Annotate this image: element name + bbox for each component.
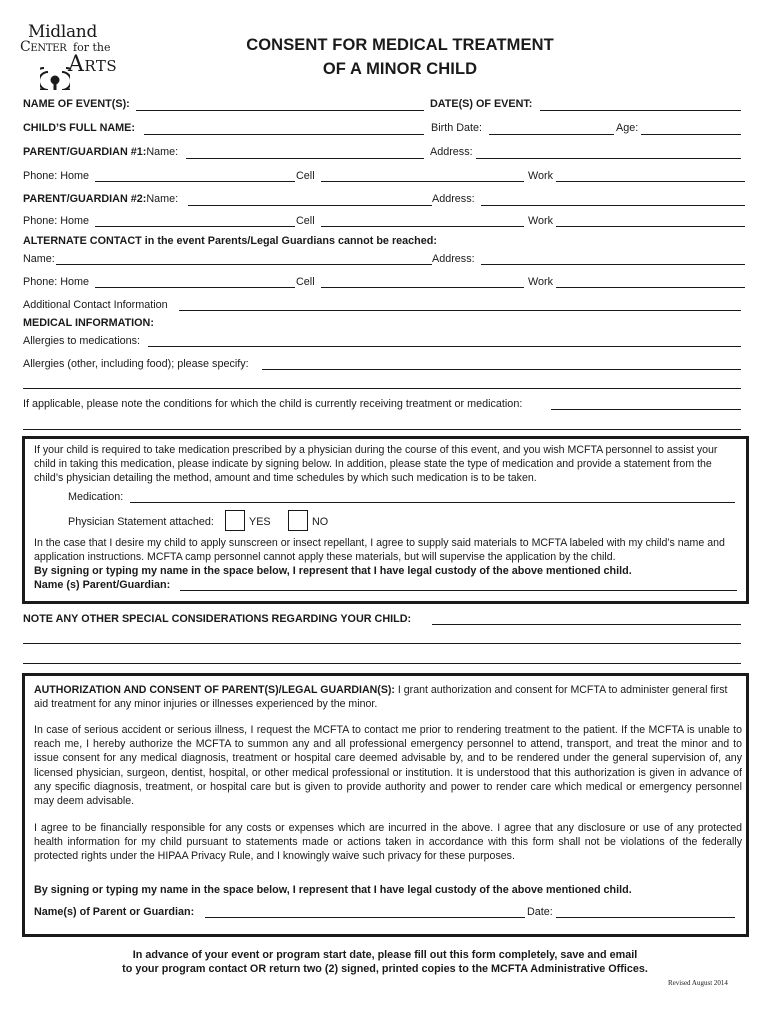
event-name-field[interactable] [136,110,424,111]
alternate-address-label: Address: [432,253,475,265]
guardian1-cell-label: Cell [296,170,315,182]
age-label: Age: [616,122,639,134]
guardian1-work-label: Work [528,170,553,182]
guardian1-cell-field[interactable] [321,181,524,182]
alternate-address-field[interactable] [481,264,745,265]
allergies-other-label: Allergies (other, including food); please specify: [23,358,249,370]
birth-date-field[interactable] [489,134,614,135]
footer-instructions-line1: In advance of your event or program start date, please fill out this form completely, save and email [132,949,638,961]
authorization-guardian-name-field[interactable] [205,917,525,918]
birth-date-label: Birth Date: [431,122,483,134]
guardian2-name-field[interactable] [188,205,432,206]
medical-info-heading: MEDICAL INFORMATION: [23,317,154,329]
logo-text-for-the: for the [73,41,111,54]
child-name-field[interactable] [144,134,424,135]
guardian2-phone-home-label: Phone: Home [23,215,90,227]
authorization-date-label: Date: [527,906,553,918]
conditions-field[interactable] [551,409,741,410]
guardian1-name-text: Name: [146,146,179,158]
alternate-name-label: Name: [23,253,55,265]
authorization-paragraph-2: In case of serious accident or serious illness, I request the MCFTA to contact me prior to rendering treatment to the patient. If the MCFTA is unable to reach me, I hereby authorize the MCFTA to summon any and all professional emergency personnel to attend, transport, and treat the minor and to issue consent for any medical diagnosis, treatment or hospital care deemed advisable by, and to be rendered under the general supervision of, any licensed physician, surgeon, dentist, hospital, or other medical professional or institution. It is understood that this authorization is given in advance of any specific diagnosis, treatment, or hospital care but is given to provide authority and power to render care which medical or emergency personnel may deem advisable. [34,724,742,808]
medication-field[interactable] [130,502,735,503]
guardian2-cell-label: Cell [296,215,315,227]
event-date-field[interactable] [540,110,741,111]
alternate-phone-home-label: Phone: Home [23,276,90,288]
medication-label: Medication: [68,491,124,503]
guardian1-address-label: Address: [430,146,473,158]
alternate-contact-heading: ALTERNATE CONTACT in the event Parents/Legal Guardians cannot be reached: [23,235,437,247]
physician-no-label: NO [312,516,329,528]
guardian2-name-text: Name: [146,193,179,205]
event-name-label: NAME OF EVENT(S): [23,98,130,110]
alternate-cell-label: Cell [296,276,315,288]
physician-no-checkbox[interactable] [288,510,308,531]
logo-text-arts: Arts [68,52,118,77]
logo [20,22,140,92]
guardian2-work-field[interactable] [556,226,745,227]
guardian2-cell-field[interactable] [321,226,524,227]
guardian2-address-label: Address: [432,193,475,205]
guardian2-address-field[interactable] [481,205,745,206]
physician-yes-checkbox[interactable] [225,510,245,531]
event-date-label: DATE(S) OF EVENT: [430,98,533,110]
additional-contact-field[interactable] [179,310,741,311]
guardian2-name-label [23,193,178,205]
medication-intro-text: If your child is required to take medication prescribed by a physician during the course of this event, and you wish MCFTA personnel to assist your child in taking this medication, please indicate by signing below. In addition, please state the type of medication and provide a statement from the child’s physician detailing the method, amount and time schedules by which such medication is to be taken. [34,444,718,485]
alternate-work-label: Work [528,276,553,288]
authorization-date-field[interactable] [556,917,735,918]
medication-signing-text: By signing or typing my name in the space below, I represent that I have legal custody of the above mentioned child. [34,565,632,577]
authorization-guardian-name-label: Name(s) of Parent or Guardian: [34,906,195,918]
guardian1-name-field[interactable] [186,158,424,159]
authorization-intro [34,683,742,711]
guardian1-address-field[interactable] [476,158,741,159]
authorization-intro-text: I grant authorization and consent for MCFTA to administer general first aid treatment for any minor injuries or illnesses experienced by the minor. [34,684,728,711]
page-title-line2: OF A MINOR CHILD [322,60,478,78]
special-considerations-field-line3[interactable] [23,663,741,664]
alternate-name-field[interactable] [56,264,432,265]
alternate-cell-field[interactable] [321,287,524,288]
physician-statement-label: Physician Statement attached: [68,516,214,528]
guardian1-work-field[interactable] [556,181,745,182]
authorization-signing-text: By signing or typing my name in the space below, I represent that I have legal custody of the above mentioned child. [34,884,632,896]
special-considerations-field-line2[interactable] [23,643,741,644]
guardian2-label: PARENT/GUARDIAN #2: [23,193,147,205]
authorization-heading: AUTHORIZATION AND CONSENT OF PARENT(S)/LEGAL GUARDIAN(S): [34,684,395,696]
logo-text-center: Center [20,39,67,55]
conditions-field-line2[interactable] [23,429,741,430]
medication-guardian-name-field[interactable] [180,590,737,591]
logo-text-midland: Midland [28,22,98,42]
conditions-label: If applicable, please note the conditions for which the child is currently receiving treatment or medication: [23,398,523,410]
revision-date: Revised August 2014 [668,979,728,987]
allergies-other-field[interactable] [262,369,741,370]
child-name-label: CHILD’S FULL NAME: [23,122,135,134]
age-field[interactable] [641,134,741,135]
alternate-work-field[interactable] [556,287,745,288]
guardian1-name-label [23,146,178,158]
special-considerations-label: NOTE ANY OTHER SPECIAL CONSIDERATIONS REGARDING YOUR CHILD: [23,613,412,625]
page-title-line1: CONSENT FOR MEDICAL TREATMENT [246,36,554,54]
sunscreen-text: In the case that I desire my child to apply sunscreen or insect repellant, I agree to supply said materials to MCFTA labeled with my child’s name and application instructions. MCFTA camp personnel cannot apply these materials, but will supervise the application by the child. [34,537,725,564]
guardian1-label: PARENT/GUARDIAN #1: [23,146,147,158]
additional-contact-label: Additional Contact Information [23,299,168,311]
guardian1-phone-home-field[interactable] [95,181,295,182]
allergies-other-field-line2[interactable] [23,388,741,389]
authorization-paragraph-3: I agree to be financially responsible for any costs or expenses which are incurred in the above. I agree that any disclosure or use of any protected health information for my child pursuant to statements made or actions taken in accordance with this form shall not be violations of the federally protected rights under the HIPAA Privacy Rule, and I knowingly waive such privacy for these purposes. [34,822,742,863]
alternate-phone-home-field[interactable] [95,287,295,288]
physician-yes-label: YES [249,516,271,528]
guardian1-phone-home-label: Phone: Home [23,170,90,182]
allergies-medications-label: Allergies to medications: [23,335,141,347]
special-considerations-field[interactable] [432,624,741,625]
medication-guardian-name-label: Name (s) Parent/Guardian: [34,579,171,591]
footer-instructions-line2: to your program contact OR return two (2) signed, printed copies to the MCFTA Administrative Offices. [122,963,648,975]
guardian2-phone-home-field[interactable] [95,226,295,227]
allergies-medications-field[interactable] [148,346,741,347]
guardian2-work-label: Work [528,215,553,227]
